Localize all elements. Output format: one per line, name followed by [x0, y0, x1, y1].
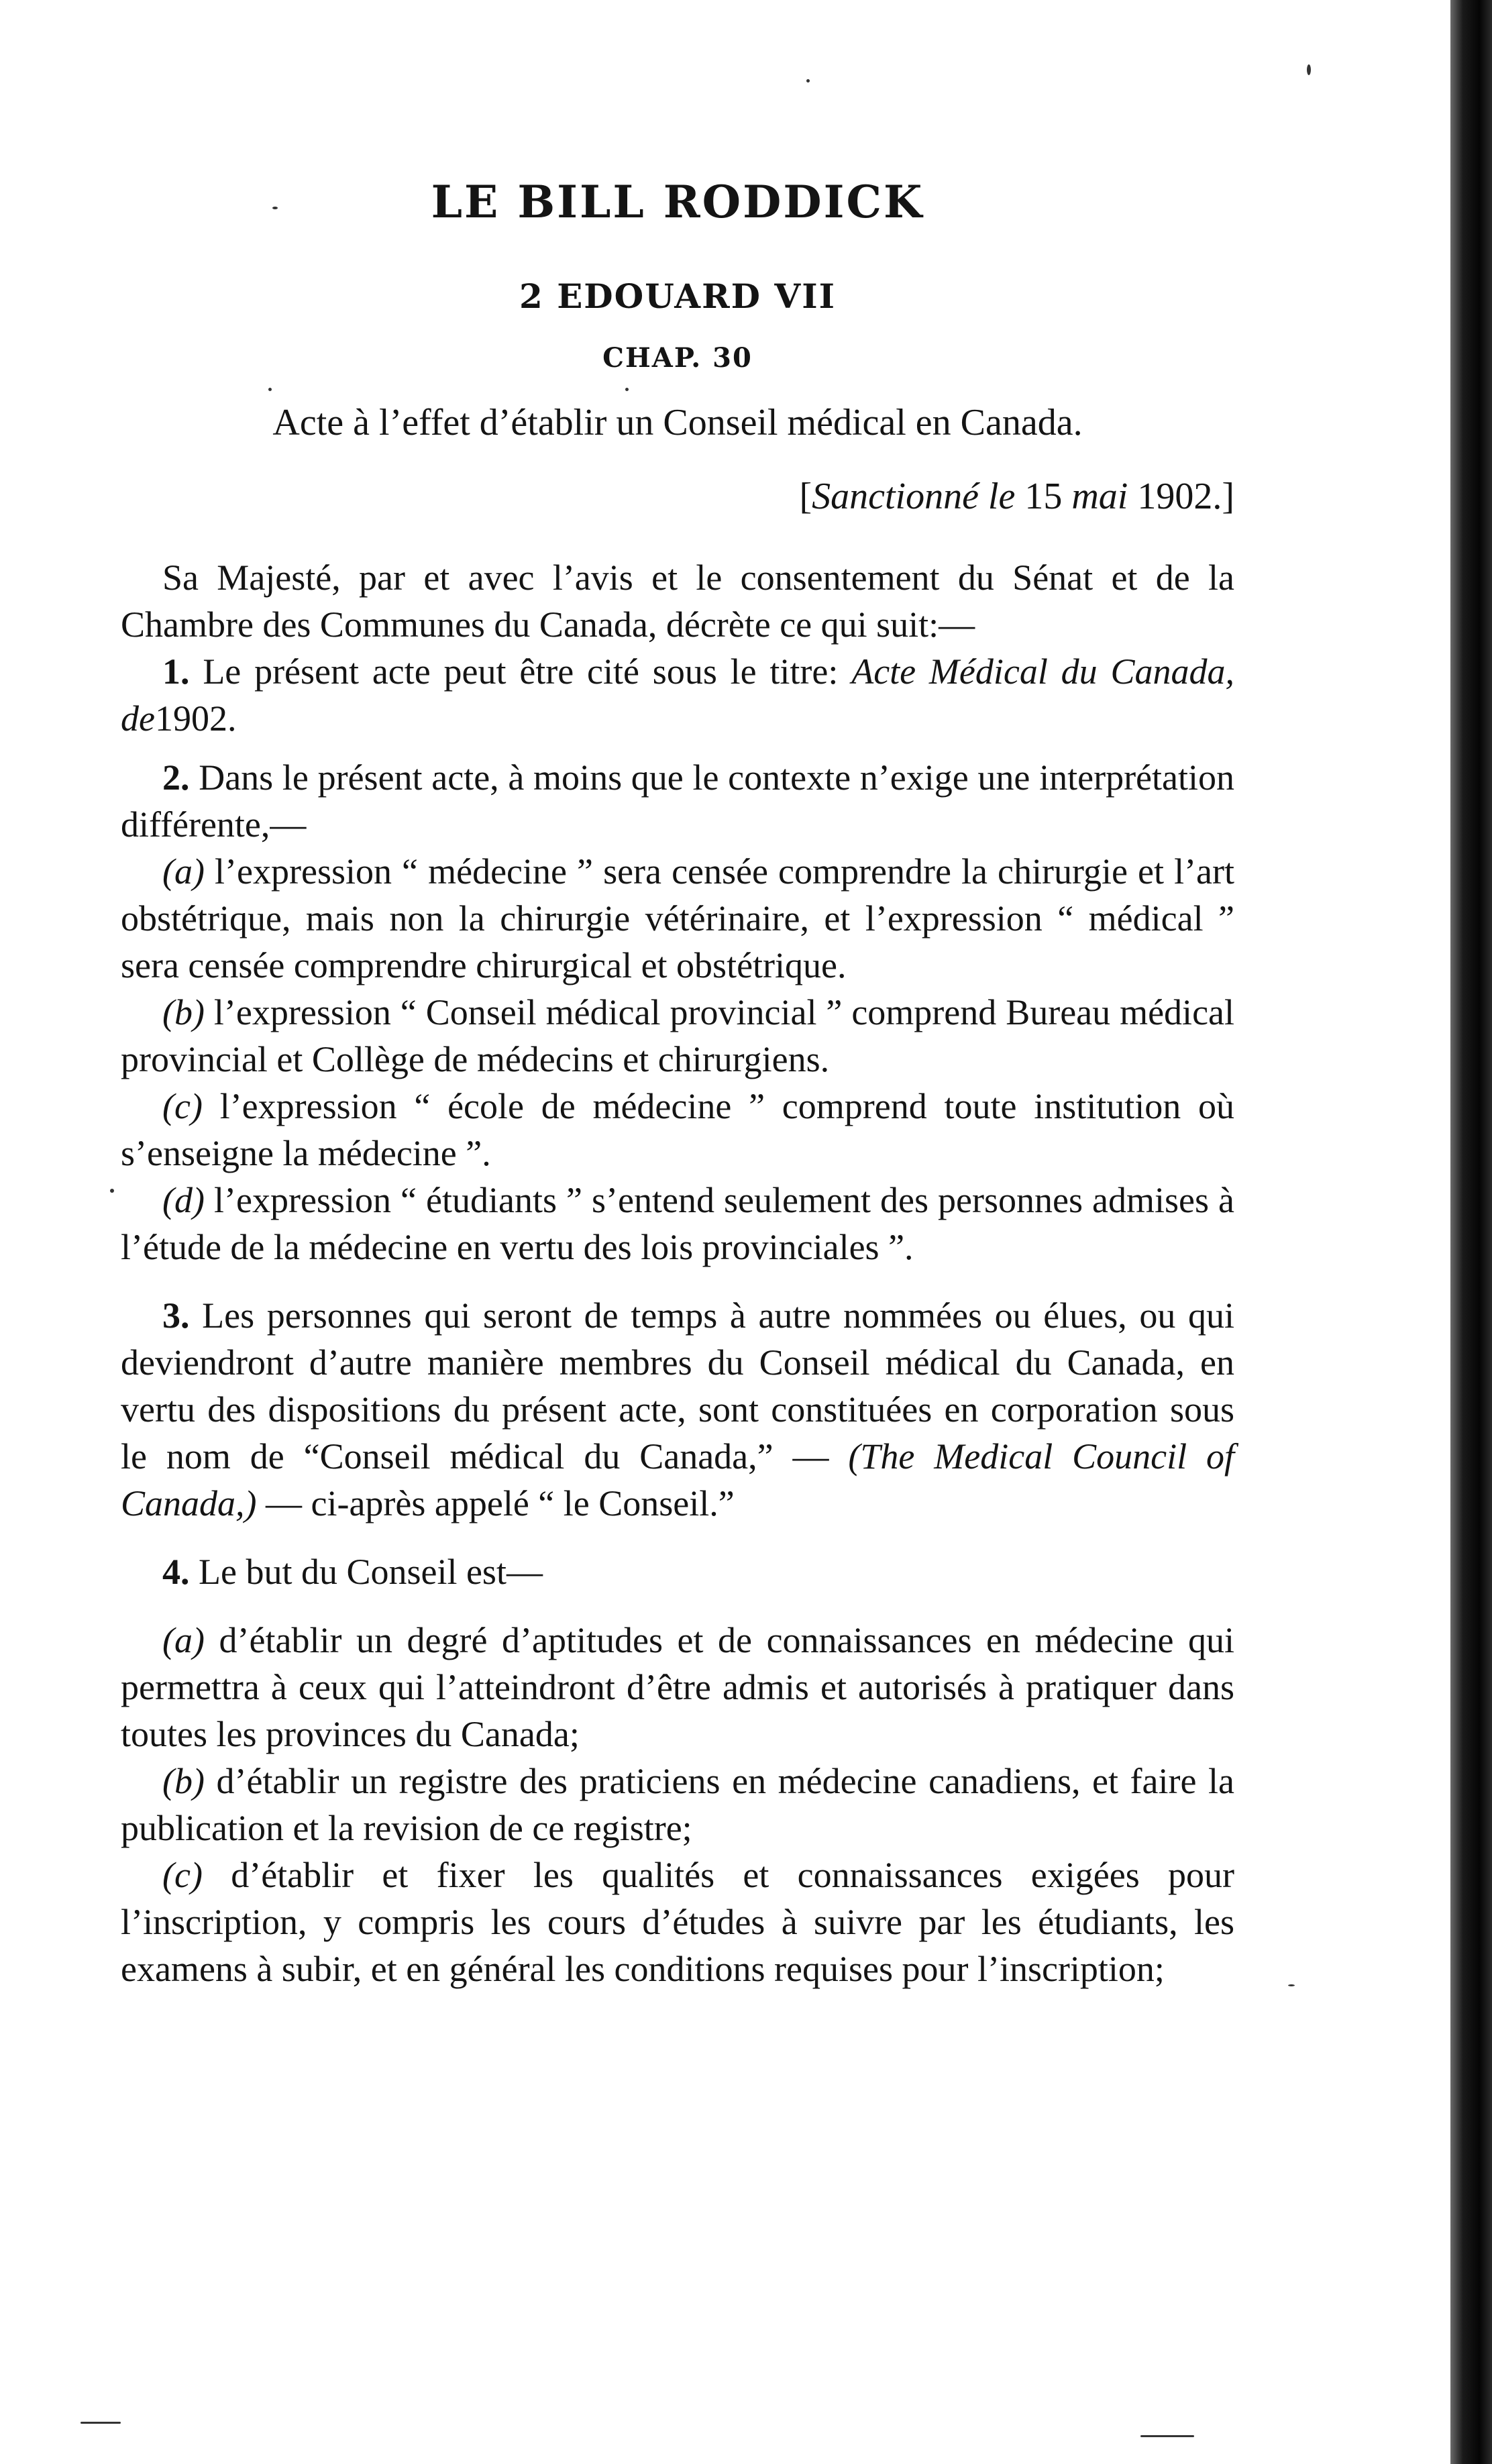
scan-speck	[110, 1189, 114, 1193]
section-number: 2.	[162, 757, 190, 798]
item-label: (d)	[162, 1180, 205, 1220]
section-3	[121, 1292, 1234, 1527]
item-text: l’expression “ école de médecine ” comprend toute institution où s’enseigne la médecine ”.	[121, 1086, 1234, 1173]
item-text: d’établir et fixer les qualités et connaissances exigées pour l’inscription, y compris les cours d’études à suivre par les étudiants, les examens à subir, et en général les conditions requises pour l’inscription;	[121, 1855, 1234, 1989]
scan-speck	[268, 388, 272, 391]
sanction-month: mai	[1071, 476, 1128, 517]
scan-speck	[1288, 1984, 1295, 1986]
section-4	[121, 1548, 1234, 1595]
scan-speck	[1307, 64, 1311, 75]
sanction-date	[799, 475, 1234, 518]
section-text: Le but du Conseil est—	[199, 1552, 543, 1592]
item-text: l’expression “ étudiants ” s’entend seulement des personnes admises à l’étude de la médecine en vertu des lois provinciales ”.	[121, 1180, 1234, 1267]
definition-item	[121, 1083, 1234, 1177]
sanction-year: 1902.]	[1137, 476, 1234, 517]
document-subtitle: 2 EDOUARD VII	[519, 276, 836, 316]
item-label: (b)	[162, 1761, 205, 1801]
scan-speck	[625, 388, 629, 391]
section-number: 4.	[162, 1552, 190, 1592]
scan-speck	[1140, 2435, 1194, 2437]
item-label: (b)	[162, 992, 205, 1032]
act-body	[121, 554, 1234, 1992]
item-text: l’expression “ médecine ” sera censée comprendre la chirurgie et l’art obstétrique, mais non la chirurgie vétérinaire, et l’expression “ médical ” sera censée comprendre chirurgical et obstétrique.	[121, 851, 1235, 985]
section-text: Le présent acte peut être cité sous le titre:	[203, 651, 839, 692]
item-text: l’expression “ Conseil médical provincial ” comprend Bureau médical provincial et Collège de médecins et chirurgiens.	[121, 992, 1235, 1079]
definition-item	[121, 848, 1234, 989]
item-label: (a)	[162, 1620, 205, 1660]
section-text: Les personnes qui seront de temps à autre nommées ou élues, ou qui deviendront d’autre manière membres du Conseil médical du Canada, en vertu des dispositions du présent acte, sont constituées en corporation sous le nom de “Conseil médical du Canada,” —	[121, 1295, 1235, 1477]
section-number: 3.	[162, 1295, 190, 1336]
preamble: Sa Majesté, par et avec l’avis et le consentement du Sénat et de la Chambre des Communes du Canada, décrète ce qui suit:—	[121, 557, 1234, 645]
act-year: 1902.	[154, 698, 237, 739]
definition-item	[121, 989, 1234, 1083]
item-label: (c)	[162, 1086, 203, 1126]
purpose-item	[121, 1852, 1234, 1992]
item-label: (c)	[162, 1855, 203, 1895]
sanction-label: Sanctionné le	[812, 476, 1016, 517]
sanction-day: 15	[1024, 476, 1063, 517]
scan-speck	[81, 2422, 121, 2424]
section-1	[121, 648, 1234, 742]
definition-item	[121, 1177, 1234, 1271]
english-council-name: (The Medical Council of Canada,)	[121, 1436, 1234, 1523]
act-title: Acte à l’effet d’établir un Conseil médical en Canada.	[272, 402, 1083, 443]
act-short-title: Acte Médical du Canada, de	[121, 651, 1234, 739]
section-text-end: — ci-après appelé “ le Conseil.”	[266, 1483, 735, 1523]
item-label: (a)	[162, 851, 205, 892]
section-number: 1.	[162, 651, 190, 692]
section-2	[121, 754, 1234, 848]
purpose-item	[121, 1617, 1234, 1758]
scan-speck	[806, 79, 810, 83]
purpose-item	[121, 1758, 1234, 1852]
item-text: d’établir un degré d’aptitudes et de connaissances en médecine qui permettra à ceux qui l’atteindront d’être admis et autorisés à pratiquer dans toutes les provinces du Canada;	[121, 1620, 1234, 1754]
chapter-heading: CHAP. 30	[602, 342, 753, 374]
sanction-bracket: [	[799, 476, 812, 517]
document-title: LE BILL RODDICK	[431, 176, 924, 228]
item-text: d’établir un registre des praticiens en médecine canadiens, et faire la publication et la revision de ce registre;	[121, 1761, 1235, 1848]
section-text: Dans le présent acte, à moins que le contexte n’exige une interprétation différente,—	[121, 757, 1234, 845]
page-binding-edge	[1450, 0, 1492, 2464]
